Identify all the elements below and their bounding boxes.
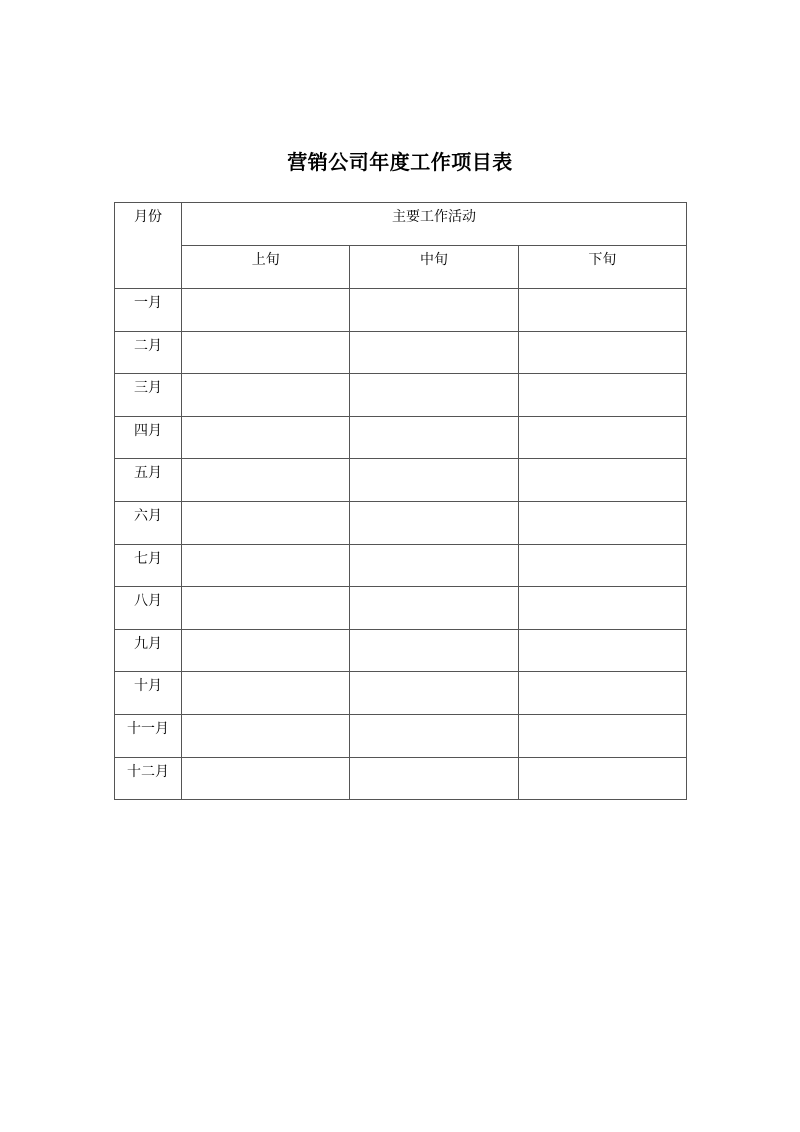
activity-header-label: 主要工作活动 — [392, 209, 477, 225]
period-header-early: 上旬 — [182, 246, 350, 289]
cell-mid[interactable] — [350, 459, 518, 502]
cell-early[interactable] — [182, 416, 350, 459]
cell-mid[interactable] — [350, 544, 518, 587]
cell-late[interactable] — [518, 459, 686, 502]
cell-mid[interactable] — [350, 416, 518, 459]
cell-early[interactable] — [182, 459, 350, 502]
month-label: 七月 — [115, 544, 182, 587]
table-row — [115, 757, 687, 800]
cell-late[interactable] — [518, 672, 686, 715]
cell-early[interactable] — [182, 374, 350, 417]
cell-early[interactable] — [182, 587, 350, 630]
month-label: 八月 — [115, 587, 182, 630]
cell-mid[interactable] — [350, 757, 518, 800]
table-row — [115, 714, 687, 757]
month-label: 五月 — [115, 459, 182, 502]
cell-mid[interactable] — [350, 501, 518, 544]
cell-early[interactable] — [182, 629, 350, 672]
table-row — [115, 629, 687, 672]
cell-early[interactable] — [182, 331, 350, 374]
cell-late[interactable] — [518, 757, 686, 800]
page-title: 营销公司年度工作项目表 — [287, 150, 513, 174]
cell-early[interactable] — [182, 714, 350, 757]
cell-early[interactable] — [182, 289, 350, 332]
cell-mid[interactable] — [350, 714, 518, 757]
cell-early[interactable] — [182, 544, 350, 587]
cell-early[interactable] — [182, 672, 350, 715]
activity-header — [182, 203, 687, 246]
table-row — [115, 672, 687, 715]
table-row — [115, 289, 687, 332]
cell-late[interactable] — [518, 544, 686, 587]
cell-mid[interactable] — [350, 672, 518, 715]
table-row — [115, 331, 687, 374]
month-label: 四月 — [115, 416, 182, 459]
cell-early[interactable] — [182, 757, 350, 800]
month-label: 九月 — [115, 629, 182, 672]
table-row — [115, 544, 687, 587]
cell-late[interactable] — [518, 587, 686, 630]
month-label: 十月 — [115, 672, 182, 715]
cell-late[interactable] — [518, 374, 686, 417]
table-row — [115, 501, 687, 544]
table-row — [115, 374, 687, 417]
month-label: 六月 — [115, 501, 182, 544]
cell-mid[interactable] — [350, 629, 518, 672]
table-row — [115, 416, 687, 459]
month-label: 一月 — [115, 289, 182, 332]
month-label: 十二月 — [115, 757, 182, 800]
month-column-header — [115, 203, 182, 289]
annual-work-plan-table — [114, 202, 687, 800]
table-row — [115, 587, 687, 630]
cell-mid[interactable] — [350, 374, 518, 417]
month-label: 三月 — [115, 374, 182, 417]
cell-late[interactable] — [518, 289, 686, 332]
cell-late[interactable] — [518, 629, 686, 672]
cell-mid[interactable] — [350, 587, 518, 630]
cell-late[interactable] — [518, 416, 686, 459]
cell-mid[interactable] — [350, 289, 518, 332]
month-label: 二月 — [115, 331, 182, 374]
period-header-late: 下旬 — [518, 246, 686, 289]
month-label: 十一月 — [115, 714, 182, 757]
cell-early[interactable] — [182, 501, 350, 544]
cell-late[interactable] — [518, 331, 686, 374]
cell-late[interactable] — [518, 501, 686, 544]
month-header-label: 月份 — [134, 209, 163, 225]
period-header-mid: 中旬 — [350, 246, 518, 289]
cell-late[interactable] — [518, 714, 686, 757]
cell-mid[interactable] — [350, 331, 518, 374]
table-row — [115, 459, 687, 502]
